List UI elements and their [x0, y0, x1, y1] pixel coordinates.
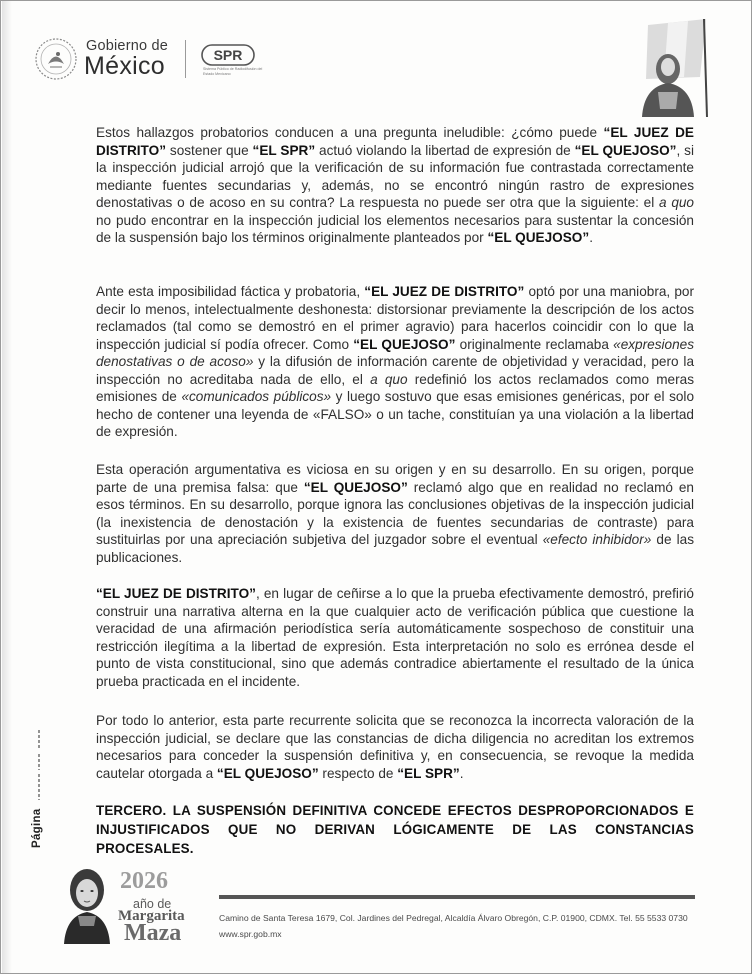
margarita-maza-portrait-icon: [54, 856, 120, 944]
text-run: redefinió los actos reclamados como meras emisiones de: [96, 371, 694, 404]
text-run: .: [459, 765, 464, 781]
footer-website[interactable]: www.spr.gob.mx: [219, 929, 282, 939]
text-run: optó por una maniobra, por decir lo menos, intelectualmente deshonesta: distorsionar previamente la descripción de los actos reclamados (tal como se demostró en el primer agravio) para hacerlos coincidir con lo que la inspección judicial sí podía ofrecer. Como: [96, 284, 694, 352]
emphasis-bold: “EL JUEZ DE DISTRITO”: [96, 125, 694, 158]
footer-rule: [219, 895, 695, 899]
emphasis-italic: «expresiones denostativas o de acoso»: [96, 336, 694, 369]
scan-shadow: [2, 0, 12, 974]
emphasis-italic: a quo: [659, 195, 694, 210]
text-run: Ante esta imposibilidad fáctica y probatoria,: [96, 284, 365, 299]
header-separator: [185, 40, 186, 78]
gov-line-1: Gobierno de: [86, 38, 169, 54]
text-run: respecto de: [318, 765, 398, 781]
text-run: .: [589, 230, 593, 245]
commemorative-year: 2026: [120, 868, 168, 894]
text-run: , si la inspección judicial arrojó que la verificación de su información fue contrastada correctamente mediante fuentes secundarias y, además, no se encontró ningún rastro de expresiones denostativas o de acoso en su contra? La respuesta no puede ser otra que la siguiente: el: [96, 142, 694, 210]
text-run: originalmente reclamaba: [455, 336, 614, 352]
text-run: y la difusión de información carente de objetividad y veracidad, pero la inspección no acreditaba nada de ello, el: [96, 354, 695, 387]
paragraph-3: [96, 461, 694, 566]
page-number-label: Página: [31, 808, 43, 848]
commemorative-year-sub: año de: [133, 897, 172, 911]
emphasis-bold: “EL QUEJOSO”: [303, 479, 408, 495]
emphasis-bold: “EL QUEJOSO”: [216, 765, 319, 781]
emphasis-bold: “EL QUEJOSO”: [574, 142, 677, 158]
margin-scan-marks: [33, 730, 45, 800]
spr-agency-name: Sistema Público de Radiodifusión del Estado Mexicano: [203, 67, 263, 76]
emphasis-bold: “EL SPR”: [397, 765, 460, 781]
paragraph-2: [96, 283, 694, 441]
text-run: no pudo encontrar en la inspección judicial los elementos necesarios para sustentar la concesión de la suspensión bajo los términos originalmente planteados por: [96, 212, 694, 245]
text-run: Esta operación argumentativa es viciosa en su origen y en su desarrollo. En su origen, porque parte de una premisa falsa: que: [96, 462, 694, 495]
spr-acronym: SPR: [213, 47, 243, 63]
emphasis-italic: «comunicados públicos»: [181, 389, 332, 404]
text-run: actuó violando la libertad de expresión de: [315, 142, 575, 158]
text-run: reclamó algo que en realidad no reclamó en esos términos. En su desarrollo, porque ignora las conclusiones objetivas de la inspección judicial (la inexistencia de denostación y la existencia de fuentes secundarias de contraste) para sustituirlas por una apreciación subjetiva del juzgador sobre el eventual: [96, 479, 694, 547]
footer-address: Camino de Santa Teresa 1679, Col. Jardines del Pedregal, Alcaldía Álvaro Obregón, C.P. 01900, CDMX. Tel. 55 5533 0730: [219, 913, 688, 923]
spr-logo-icon: [201, 44, 255, 66]
heroine-flag-portrait-icon: [628, 17, 712, 117]
section-heading-tercero: TERCERO. LA SUSPENSIÓN DEFINITIVA CONCEDE EFECTOS DESPROPORCIONADOS E INJUSTIFICADOS QUE NO DERIVAN LÓGICAMENTE DE LAS CONSTANCIAS PROCESALES.: [96, 803, 694, 856]
text-run: Por todo lo anterior, esta parte recurrente solicita que se reconozca la incorrecta valoración de la inspección judicial, se declare que las constancias de dicha diligencia no acreditan los extremos necesarios para conceder la suspensión definitiva y, en consecuencia, se revoque la medida cautelar otorgada a: [96, 713, 694, 781]
text-run: sostener que: [166, 142, 253, 158]
emphasis-bold: “EL QUEJOSO”: [353, 336, 456, 352]
paragraph-1: [96, 124, 694, 247]
emphasis-italic: a quo: [370, 371, 408, 387]
text-run: Estos hallazgos probatorios conducen a una pregunta ineludible: ¿cómo puede: [96, 125, 604, 140]
text-run: , en lugar de ceñirse a lo que la prueba efectivamente demostró, prefirió construir una narrativa alterna en la que cualquier acto de verificación pública que cuestione la veracidad de una afirmación periodística sería automáticamente sospechoso de constituir una restricción ilegítima a la libertad de expresión. Esta interpretación no solo es errónea desde el punto de vista constitucional, sino que además contradice abiertamente el resultado de la única prueba practicada en el incidente.: [96, 586, 694, 689]
emphasis-bold: “EL QUEJOSO”: [487, 230, 590, 245]
mexico-coat-of-arms-icon: [34, 37, 78, 81]
emphasis-bold: “EL JUEZ DE DISTRITO”: [96, 586, 256, 601]
emphasis-italic: «efecto inhibidor»: [542, 532, 652, 547]
gov-line-2: México: [84, 52, 165, 80]
text-run: y luego sostuvo que esas emisiones genéricas, por el solo hecho de contener una leyenda de «FALSO» o un tache, constituían ya una violación a la libertad de expresión.: [96, 389, 695, 439]
paragraph-4: [96, 585, 694, 690]
emphasis-bold: “EL SPR”: [252, 142, 316, 158]
paragraph-5: [96, 712, 694, 782]
text-run: de las publicaciones.: [96, 532, 694, 565]
commemorative-name-1: Margarita: [118, 908, 185, 924]
emphasis-bold: “EL JUEZ DE DISTRITO”: [364, 284, 525, 299]
commemorative-name-2: Maza: [124, 920, 182, 946]
